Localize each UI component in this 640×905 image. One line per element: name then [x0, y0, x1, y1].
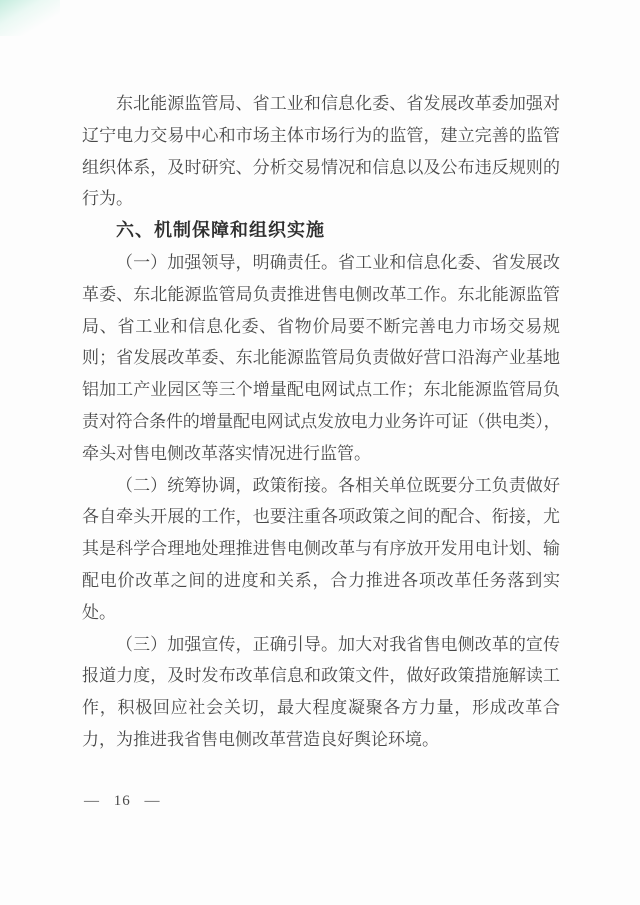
section-heading: 六、机制保障和组织实施 — [116, 220, 325, 241]
text-line: 局、省工业和信息化委、省物价局要不断完善电力市场交易规 — [82, 316, 560, 336]
text-line: （二）统筹协调，政策衔接。各相关单位既要分工负责做好 — [116, 475, 560, 495]
text-line: 东北能源监管局、省工业和信息化委、省发展改革委加强对 — [116, 94, 560, 113]
text-line: 责对符合条件的增量配电网试点发放电力业务许可证（供电类）， — [82, 411, 560, 431]
text-line: 组织体系，及时研究、分析交易情况和信息以及公布违反规则的 — [82, 157, 560, 177]
text-line: （一）加强领导，明确责任。省工业和信息化委、省发展改 — [116, 252, 560, 272]
text-line: 各自牵头开展的工作，也要注重各项政策之间的配合、衔接，尤 — [82, 507, 560, 527]
text-line: 配电价改革之间的进度和关系，合力推进各项改革任务落到实 — [82, 570, 560, 590]
text-line: 作，积极回应社会关切，最大程度凝聚各方力量，形成改革合 — [82, 698, 560, 718]
text-line: 报道力度，及时发布改革信息和政策文件，做好政策措施解读工 — [82, 666, 560, 686]
text-line: 铝加工产业园区等三个增量配电网试点工作；东北能源监管局负 — [82, 380, 560, 400]
document-body — [82, 88, 560, 756]
page-number: — 16 — — [84, 793, 161, 809]
text-line: 辽宁电力交易中心和市场主体市场行为的监管，建立完善的监管 — [82, 125, 560, 145]
text-line: 处。 — [82, 602, 116, 622]
text-line: 行为。 — [82, 189, 133, 209]
text-line: 则；省发展改革委、东北能源监管局负责做好营口沿海产业基地 — [82, 348, 560, 368]
scan-artifact — [0, 0, 60, 36]
text-line: 力，为推进我省售电侧改革营造良好舆论环境。 — [82, 729, 439, 749]
text-line: （三）加强宣传，正确引导。加大对我省售电侧改革的宣传 — [116, 634, 560, 654]
text-line: 牵头对售电侧改革落实情况进行监管。 — [82, 443, 371, 463]
text-line: 革委、东北能源监管局负责推进售电侧改革工作。东北能源监管 — [82, 284, 560, 304]
text-line: 其是科学合理地处理推进售电侧改革与有序放开发用电计划、输 — [82, 539, 560, 559]
